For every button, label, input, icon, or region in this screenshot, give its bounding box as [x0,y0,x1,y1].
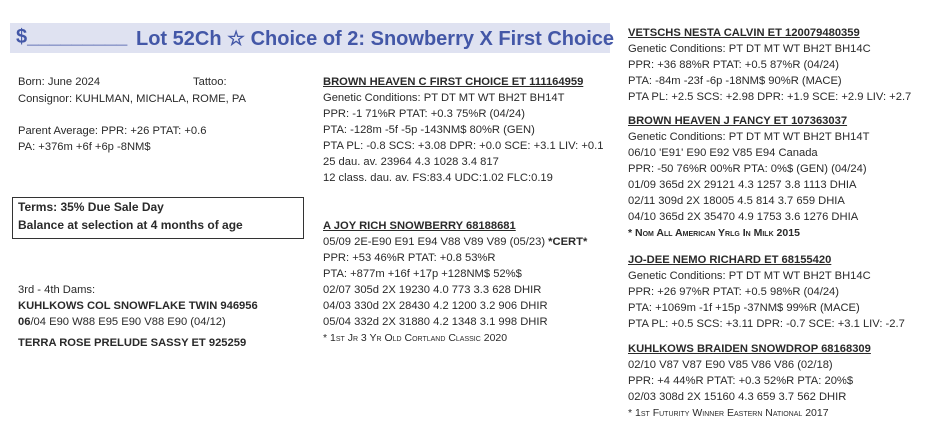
dod-line: PPR: +4 44%R PTAT: +0.3 52%R PTA: 20%$ [628,375,854,387]
dam-line: 02/07 305d 2X 19230 4.0 773 3.3 628 DHIR [323,284,542,296]
dam-details [323,234,587,346]
dos-line: 06/10 'E91' E90 E92 V85 E94 Canada [628,147,818,159]
dam-line: 05/04 332d 2X 31880 4.2 1348 3.1 998 DHIR [323,316,548,328]
sss-line: PTA: -84m -23f -6p -18NM$ 90%R (MACE) [628,75,842,87]
sire-line: PPR: -1 71%R PTAT: +0.3 75%R (04/24) [323,108,525,120]
dam-of-sire-name: BROWN HEAVEN J FANCY ET 107363037 [628,115,848,127]
tattoo-text: Tattoo: [193,76,227,88]
sire-line: Genetic Conditions: PT DT MT WT BH2T BH14T [323,92,565,104]
dam-note: * 1st Jr 3 Yr Old Cortland Classic 2020 [323,332,508,344]
sire-of-dam-name: JO-DEE NEMO RICHARD ET 68155420 [628,254,832,266]
sire-name: BROWN HEAVEN C FIRST CHOICE ET 111164959 [323,76,584,88]
dam2-name: TERRA ROSE PRELUDE SASSY ET 925259 [18,337,247,349]
pa-text: PA: +376m +6f +6p -8NM$ [18,141,151,153]
sire-line: PTA PL: -0.8 SCS: +3.08 DPR: +0.0 SCE: +3.1 LIV: +0.1 [323,140,604,152]
sod-line: PPR: +26 97%R PTAT: +0.5 98%R (04/24) [628,286,840,298]
dam-name: A JOY RICH SNOWBERRY 68188681 [323,220,516,232]
price-blank: $_________ [16,26,128,48]
dam-of-dam-details [628,357,853,421]
cert-badge: *CERT* [545,236,588,248]
sss-line: PTA PL: +2.5 SCS: +2.98 DPR: +1.9 SCE: +2.9 LIV: +2.7 [628,91,912,103]
sss-line: PPR: +36 88%R PTAT: +0.5 87%R (04/24) [628,59,840,71]
dod-note: * 1st Futurity Winner Eastern National 2017 [628,407,829,419]
dam-of-sire-details [628,129,869,241]
sire-line: 25 dau. av. 23964 4.3 1028 3.4 817 [323,156,499,168]
dod-line: 02/03 308d 2X 15160 4.3 659 3.7 562 DHIR [628,391,847,403]
sod-line: PTA PL: +0.5 SCS: +3.11 DPR: -0.7 SCE: +3.1 LIV: -2.7 [628,318,905,330]
dam1-detail-text: /04 E90 W88 E95 E90 V88 E90 (04/12) [30,316,226,328]
dos-line: PPR: -50 76%R 00%R PTA: 0%$ (GEN) (04/24) [628,163,867,175]
sire-line: PTA: -128m -5f -5p -143NM$ 80%R (GEN) [323,124,535,136]
dam1-detail [18,314,226,330]
sire-of-dam-details [628,268,905,332]
born-text: Born: June 2024 [18,76,101,88]
dams-heading: 3rd - 4th Dams: [18,284,96,296]
terms-line-2: Balance at selection at 4 months of age [18,218,243,232]
dos-line: 01/09 365d 2X 29121 4.3 1257 3.8 1113 DHIA [628,179,857,191]
sire-details [323,90,603,186]
dos-line: 04/10 365d 2X 35470 4.9 1753 3.6 1276 DHIA [628,211,859,223]
sire-line: 12 class. dau. av. FS:83.4 UDC:1.02 FLC:0.19 [323,172,553,184]
terms-line-1: Terms: 35% Due Sale Day [18,200,164,214]
dos-note: * Nom All American Yrlg In Milk 2015 [628,227,800,239]
dos-line: Genetic Conditions: PT DT MT WT BH2T BH14T [628,131,870,143]
dam-classification [323,234,587,250]
dam-classification-text: 05/09 2E-E90 E91 E94 V88 V89 V89 (05/23) [323,236,546,248]
dam-of-dam-name: KUHLKOWS BRAIDEN SNOWDROP 68168309 [628,343,871,355]
sire-of-sire-details [628,41,911,105]
sss-line: Genetic Conditions: PT DT MT WT BH2T BH14C [628,43,871,55]
terms-box [12,197,304,239]
consignor-text: Consignor: KUHLMAN, MICHALA, ROME, PA [18,93,246,105]
dam-line: 04/03 330d 2X 28430 4.2 1200 3.2 906 DHIR [323,300,548,312]
dam-line: PPR: +53 46%R PTAT: +0.8 53%R [323,252,496,264]
dam-line: PTA: +877m +16f +17p +128NM$ 52%$ [323,268,522,280]
dod-line: 02/10 V87 V87 E90 V85 V86 V86 (02/18) [628,359,833,371]
dos-line: 02/11 309d 2X 18005 4.5 814 3.7 659 DHIA [628,195,845,207]
sod-line: Genetic Conditions: PT DT MT WT BH2T BH14C [628,270,871,282]
lot-title: Lot 52Ch ☆ Choice of 2: Snowberry X First Choice [136,28,614,50]
sod-line: PTA: +1069m -1f +15p -37NM$ 99%R (MACE) [628,302,860,314]
dam1-name: KUHLKOWS COL SNOWFLAKE TWIN 946956 [18,300,258,312]
dam1-detail-month: 06 [18,316,31,328]
sire-of-sire-name: VETSCHS NESTA CALVIN ET 120079480359 [628,27,860,39]
parent-average-text: Parent Average: PPR: +26 PTAT: +0.6 [18,125,207,137]
